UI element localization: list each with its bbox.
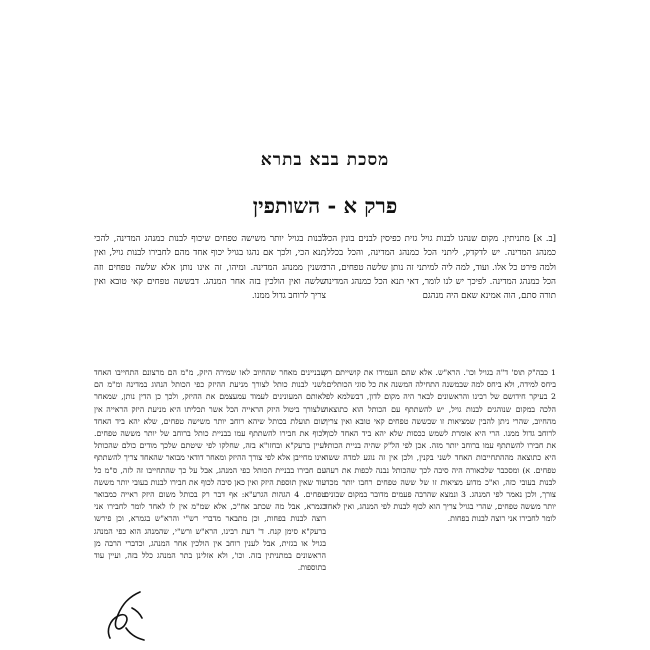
- tractate-title: מסכת בבא בתרא: [260, 150, 390, 170]
- main-text-right-column: [ב. א] מתניתין. מקום שנהגו לבנות גויל גזית כפיסין לבנים בונין הכל כמנהג המדינה. יש לדקדק, ליתני הכל כמנהג המדינה, והכל בכלל, ולמה פירט כל אלו. ועוד, למה ליה למיתני זה נותן שלשה טפחים, הרי הכל כמנהג המדינה. לפיכך יש לנו לומר, דאי תנא הכל כמנהג המדינה תורה סתם, הוה אמינא שאם היה מנהגם: [324, 234, 556, 302]
- commentary-left-column: שבניינים מאחר שהחיוב לאו שמירה היזק, מ"מ הם מרצונם התחייבו האחד לשני לבנות כותל לצורך מניעת ההיזק כפי הכותל הנהוג במדינה ומ"מ הם לאותם המעונינים לעמוד עמעצמם את ההיזק, ולכך כן הדין נותן, שמאחר שלצורך ביטול היזק הראייה הכל אשר תכליתו היא מניעת היזק הראייה אין שום תועלת בכותל שיהא רוחב יותר משישה טפחים, שלא יהא ביד האחד לכוף את חבירו להשתתף עמו בבניית כותל ברוחב של יותר מששה טפחים. ועיין ברעק"א ובחזו"א בזה, שחלקו לפי שיטתם שלכך מודים כולם שהכותל אינו מחייבן אלא לפי צורך ההיזק ומאחר דודאי מבואר שהאחד צריך להשתתף עם חבירו בבניית הכותל כפי המנהג, אבל על כך שהתחייבו זה לזה, ס"מ כל עוד שאין תוספת היזק ואין כאן סיבה לכוף את חבירו לבנות בעובי יותר מששה טפחים. 4 הגהות הגרע"א: אף דבר רק בכותל משום היזק ראייה כמבואר בגמרא, אבל מה שכתב אח"כ, אלא שמ"מ אין לו לאחד לומר לחבירו אני רוצה לבנות בפחות, וכן מתבאר מדברי רש"י והרא"ש בגמרא, וכן פירשו ברעק"א סימן קנח. ד' דעת רבינו, הרא"ש ורש"י, שהמנהג הוא כפי המנהג בגויל או בגזית, אבל לענין רוחב אין הולכין אחר המנהג, וכדברי הרבה מן הראשונים במתניתין בזה. וכו', ולא אזלינן בתר המנהג כלל בזה, ועיין עוד בתוספות.: [94, 368, 326, 573]
- handwritten-signature: [96, 588, 154, 646]
- chapter-title: פרק א - השותפין: [252, 193, 398, 218]
- main-text-left-column: לבנות בגויל יותר משישה טפחים שיכוף לבנות כמנהג המדינה, להכי תנא הכי, ולכך אם נהגו בגויל יכוף אחד מהם לחבירו לבנות גויל, ואין משנין ממנהג המדינה. ומיהו, זה אינו נותן אלא שלשה טפחים וזה שלשה ואין הולכין בזה אחר המנהג. דבששה טפחים קאי טובא ואין צריך לרוחב גדול ממנו.: [94, 234, 326, 302]
- commentary-right-column: 1 כבה"ק תוס' ד"ה בגויל וכו'. הרא"ש. אלא שהם העמידו את קושייתם רק ביחס למידה, ולא ביחס למה שבמשנה התחילה המשנה את כל סוגי הכותלים. 2 בעיקר חידושם של רבינו והראשונים לבאר היה מקום לדון, דבשלמא לפי הלכה במקום שנוהגים לבנות גויל, יש להשתתף עם הכותל הוא כתוצאה מהחיוב, שהרי ניתן להבין שמציאות זו שבששה טפחים קאי טובא ואין צריך לרוחב גדול ממנו. הרי היא אומרת לשמש ככסות שלא יהא ביד האחד לכוף את חבירו להשתתף עמו ברוחב יותר מזה. אכן לפי הל"ק שהיה בניית הכותל היא כתוצאה מההתחייבות האחד לשני בקנין, ולכן אין זה נוגע למדה ששה טפחים. א) ומסכבר שלכאורה היה סיבה לכך שהכותל נבנה לכפות את רעהו לבנות בעובי כזה, וא"כ מדוע מציאות זו של ששה טפחים רחבו יותר מכדי צורך, ולכן נאמר לפי המנהג. 3 ונמצא שהרבה פעמים מדובר במקום שבונים יותר מששה טפחים, שהרי בגויל צריך הוא לכוף לבנות לפי המנהג, ואין לאחד לומר לחבירו אני רוצה לבנות בפחות.: [324, 368, 556, 524]
